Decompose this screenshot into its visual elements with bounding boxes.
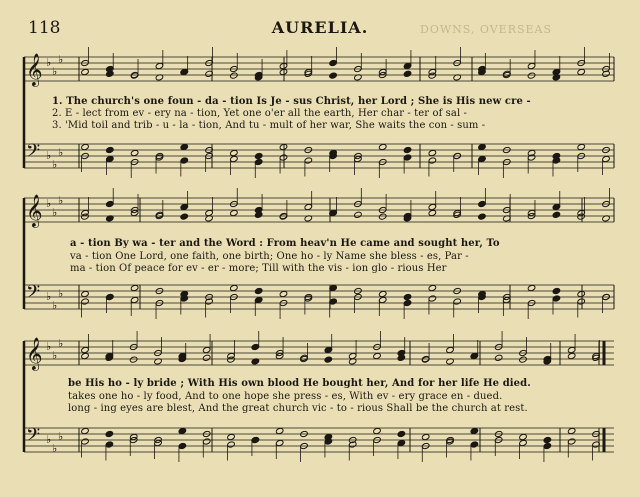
note-head	[403, 146, 411, 153]
note-head	[251, 343, 259, 350]
note-head	[130, 284, 138, 291]
note-head	[202, 438, 210, 445]
note-head	[478, 143, 486, 150]
note-head	[577, 143, 585, 150]
note-head	[519, 356, 527, 363]
note-head	[279, 143, 287, 150]
note-head	[577, 68, 585, 75]
treble-clef: 𝄞	[26, 194, 43, 227]
note-head	[527, 284, 535, 291]
note-head	[602, 155, 610, 162]
note-head	[180, 213, 188, 220]
note-head	[254, 158, 262, 165]
note-head	[552, 203, 560, 210]
note-head	[251, 436, 259, 443]
flat-sign: ♭	[52, 349, 58, 362]
note-head	[519, 433, 527, 440]
note-head	[106, 146, 114, 153]
note-head	[378, 143, 386, 150]
flat-sign: ♭	[46, 340, 52, 353]
note-head	[81, 346, 89, 353]
flat-sign: ♭	[52, 442, 58, 455]
note-head	[178, 427, 186, 434]
lyrics-verse-2-line-3: takes one ho - ly food, And to one hope she press - es, With ev - ery grace en - dued.	[68, 391, 503, 402]
bass-clef: 𝄢	[26, 282, 41, 307]
note-head	[81, 143, 89, 150]
note-head	[230, 209, 238, 216]
note-head	[478, 155, 486, 162]
lyrics-verse-3-line-3: long - ing eyes are blest, And the great church vic - to - rious Shall be the church at rest.	[68, 403, 528, 414]
note-head	[470, 352, 478, 359]
note-head	[106, 155, 114, 162]
note-head	[428, 284, 436, 291]
note-head	[373, 427, 381, 434]
note-head	[397, 439, 405, 446]
lyrics-verse-2-line-2: va - tion One Lord, one faith, one birth; One ho - ly Name she bless - es, Par -	[70, 251, 469, 262]
note-head	[230, 72, 238, 79]
hymn-title: AURELIA.	[271, 18, 369, 37]
note-head	[202, 346, 210, 353]
note-head	[478, 213, 486, 220]
treble-clef: 𝄞	[26, 337, 43, 370]
note-head	[230, 284, 238, 291]
note-head	[494, 354, 502, 361]
note-head	[470, 441, 478, 448]
note-head	[279, 290, 287, 297]
note-head	[254, 287, 262, 294]
note-head	[567, 346, 575, 353]
note-head	[129, 356, 137, 363]
note-head	[567, 438, 575, 445]
flat-sign: ♭	[52, 299, 58, 312]
note-head	[81, 298, 89, 305]
note-head	[373, 352, 381, 359]
note-head	[105, 430, 113, 437]
note-head	[279, 68, 287, 75]
note-head	[403, 299, 411, 306]
lyrics-verse-1-line-1: 1. The church's one foun - da - tion Is Je - sus Christ, her Lord ; She is His new cre -	[52, 96, 531, 107]
lyrics-verse-3-line-2: ma - tion Of peace for ev - er - more; Till with the vis - ion glo - rious Her	[70, 263, 447, 274]
note-head	[421, 433, 429, 440]
flat-sign: ♭	[52, 158, 58, 171]
note-head	[403, 70, 411, 77]
note-head	[81, 352, 89, 359]
note-head	[180, 203, 188, 210]
note-head	[354, 211, 362, 218]
note-head	[453, 298, 461, 305]
flat-sign: ♭	[52, 206, 58, 219]
note-head	[519, 439, 527, 446]
note-head	[446, 346, 454, 353]
lyrics-verse-3-line-1: 3. 'Mid toil and trib - u - la - tion, And tu - mult of her war, She waits the con - sum -	[52, 120, 486, 131]
note-head	[304, 203, 312, 210]
note-head	[428, 157, 436, 164]
flat-sign: ♭	[58, 337, 64, 350]
note-head	[567, 352, 575, 359]
lyrics-verse-1-line-2: a - tion By wa - ter and the Word : From heav'n He came and sought her, To	[70, 238, 500, 249]
note-head	[378, 213, 386, 220]
note-head	[230, 149, 238, 156]
note-head	[478, 200, 486, 207]
note-head	[577, 290, 585, 297]
note-head	[470, 427, 478, 434]
note-head	[397, 430, 405, 437]
note-head	[155, 62, 163, 69]
note-head	[304, 157, 312, 164]
note-head	[105, 441, 113, 448]
bleed-through-text: DOWNS, OVERSEAS	[420, 23, 553, 36]
flat-sign: ♭	[58, 194, 64, 207]
flat-sign: ♭	[46, 290, 52, 303]
note-head	[378, 296, 386, 303]
note-head	[254, 296, 262, 303]
note-head	[428, 295, 436, 302]
flat-sign: ♭	[58, 53, 64, 66]
note-head	[403, 154, 411, 161]
note-head	[180, 68, 188, 75]
note-head	[180, 143, 188, 150]
flat-sign: ♭	[58, 430, 64, 443]
note-head	[403, 62, 411, 69]
note-head	[254, 152, 262, 159]
flat-sign: ♭	[46, 56, 52, 69]
bass-clef: 𝄢	[26, 141, 41, 166]
note-head	[324, 346, 332, 353]
note-head	[178, 442, 186, 449]
treble-clef: 𝄞	[26, 53, 43, 86]
note-head	[180, 157, 188, 164]
note-head	[543, 442, 551, 449]
note-head	[275, 427, 283, 434]
note-head	[130, 296, 138, 303]
note-head	[279, 154, 287, 161]
note-head	[527, 62, 535, 69]
note-head	[428, 203, 436, 210]
note-head	[106, 200, 114, 207]
note-head	[329, 72, 337, 79]
flat-sign: ♭	[46, 433, 52, 446]
note-head	[81, 68, 89, 75]
note-head	[527, 72, 535, 79]
note-head	[552, 295, 560, 302]
note-head	[324, 356, 332, 363]
note-head	[329, 59, 337, 66]
note-head	[275, 439, 283, 446]
note-head	[202, 354, 210, 361]
note-head	[428, 149, 436, 156]
flat-sign: ♭	[46, 197, 52, 210]
note-head	[279, 62, 287, 69]
flat-sign: ♭	[58, 287, 64, 300]
note-head	[130, 149, 138, 156]
note-head	[567, 427, 575, 434]
page-number: 118	[28, 18, 61, 38]
note-head	[81, 290, 89, 297]
note-head	[403, 293, 411, 300]
note-head	[230, 155, 238, 162]
note-head	[552, 211, 560, 218]
note-head	[227, 441, 235, 448]
note-head	[227, 433, 235, 440]
note-head	[543, 436, 551, 443]
note-head	[428, 209, 436, 216]
flat-sign: ♭	[58, 146, 64, 159]
note-head	[577, 298, 585, 305]
flat-sign: ♭	[46, 149, 52, 162]
flat-sign: ♭	[52, 65, 58, 78]
lyrics-verse-2-line-1: 2. E - lect from ev - ery na - tion, Yet one o'er all the earth, Her char - ter of sal -	[52, 108, 468, 119]
lyrics-verse-1-line-3: be His ho - ly bride ; With His own blood He bought her, And for her life He died.	[68, 378, 531, 389]
note-head	[552, 287, 560, 294]
note-head	[106, 293, 114, 300]
note-head	[378, 290, 386, 297]
bass-clef: 𝄢	[26, 425, 41, 450]
note-head	[81, 438, 89, 445]
note-head	[81, 427, 89, 434]
